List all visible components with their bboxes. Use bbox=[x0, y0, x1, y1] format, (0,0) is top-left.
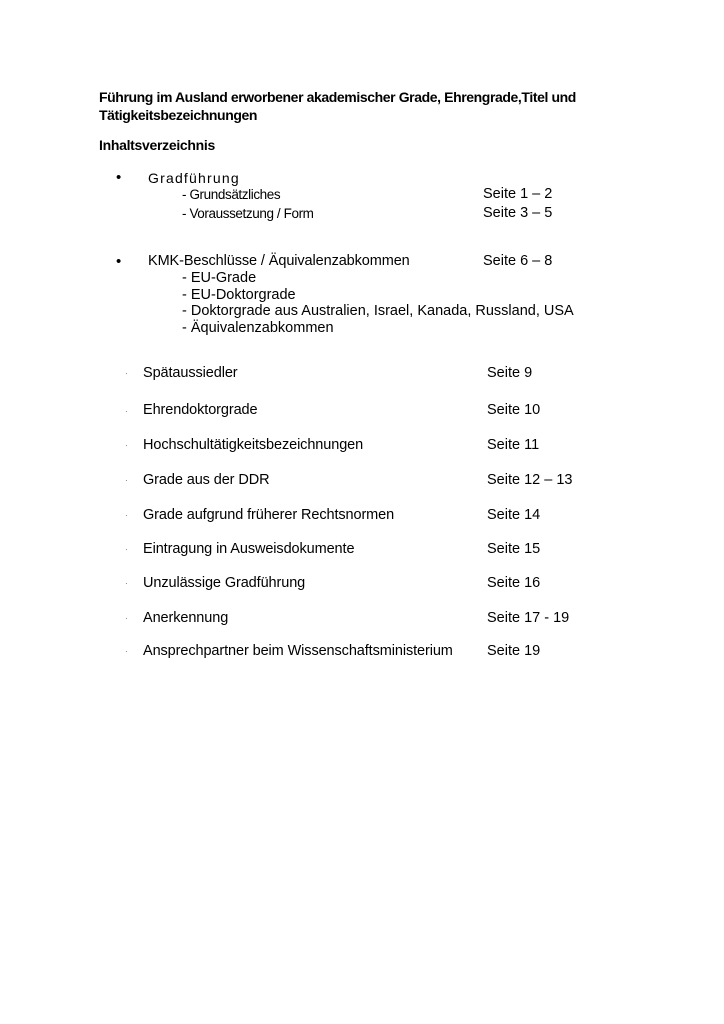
toc-subitem: - Grundsätzliches bbox=[182, 187, 281, 202]
toc-item: Spätaussiedler bbox=[143, 365, 238, 381]
list-dot-icon: · bbox=[125, 407, 128, 416]
toc-subitem: - Doktorgrade aus Australien, Israel, Kanada, Russland, USA bbox=[182, 303, 574, 319]
list-dot-icon: · bbox=[125, 647, 128, 656]
toc-subitem: - Voraussetzung / Form bbox=[182, 206, 314, 221]
toc-page-number: Seite 19 bbox=[487, 643, 541, 659]
toc-page-number: Seite 10 bbox=[487, 402, 541, 418]
toc-item: Hochschultätigkeitsbezeichnungen bbox=[143, 437, 364, 453]
toc-page-number: Seite 6 – 8 bbox=[483, 253, 553, 269]
list-dot-icon: · bbox=[125, 369, 128, 378]
toc-subitem: - Äquivalenzabkommen bbox=[182, 320, 334, 336]
toc-page-number: Seite 15 bbox=[487, 541, 541, 557]
list-dot-icon: · bbox=[125, 511, 128, 520]
toc-subitem: - EU-Grade bbox=[182, 270, 257, 286]
toc-item: Unzulässige Gradführung bbox=[143, 575, 306, 591]
toc-page-number: Seite 14 bbox=[487, 507, 541, 523]
toc-heading: Inhaltsverzeichnis bbox=[99, 137, 215, 153]
toc-item: Ansprechpartner beim Wissenschaftsministerium bbox=[143, 643, 453, 659]
toc-page-number: Seite 11 bbox=[487, 437, 540, 453]
toc-section-kmk: KMK-Beschlüsse / Äquivalenzabkommen bbox=[148, 253, 410, 269]
toc-page-number: Seite 16 bbox=[487, 575, 541, 591]
list-dot-icon: · bbox=[125, 545, 128, 554]
list-dot-icon: · bbox=[125, 614, 128, 623]
toc-section-gradfuehrung: Gradführung bbox=[148, 170, 240, 186]
toc-item: Eintragung in Ausweisdokumente bbox=[143, 541, 355, 557]
toc-item: Grade aus der DDR bbox=[143, 472, 270, 488]
toc-page-number: Seite 12 – 13 bbox=[487, 472, 573, 488]
toc-page-number: Seite 3 – 5 bbox=[483, 205, 553, 221]
toc-item: Grade aufgrund früherer Rechtsnormen bbox=[143, 507, 395, 523]
toc-page-number: Seite 1 – 2 bbox=[483, 186, 553, 202]
bullet-icon: • bbox=[116, 169, 122, 186]
toc-subitem: - EU-Doktorgrade bbox=[182, 287, 296, 303]
bullet-icon: • bbox=[116, 253, 122, 270]
list-dot-icon: · bbox=[125, 476, 128, 485]
toc-page-number: Seite 9 bbox=[487, 365, 533, 381]
toc-item: Anerkennung bbox=[143, 610, 229, 626]
toc-item: Ehrendoktorgrade bbox=[143, 402, 258, 418]
document-title: Führung im Ausland erworbener akademischer Grade, Ehrengrade,Titel und Tätigkeitsbezeichnungen bbox=[99, 89, 576, 123]
list-dot-icon: · bbox=[125, 579, 128, 588]
toc-page-number: Seite 17 - 19 bbox=[487, 610, 570, 626]
list-dot-icon: · bbox=[125, 441, 128, 450]
